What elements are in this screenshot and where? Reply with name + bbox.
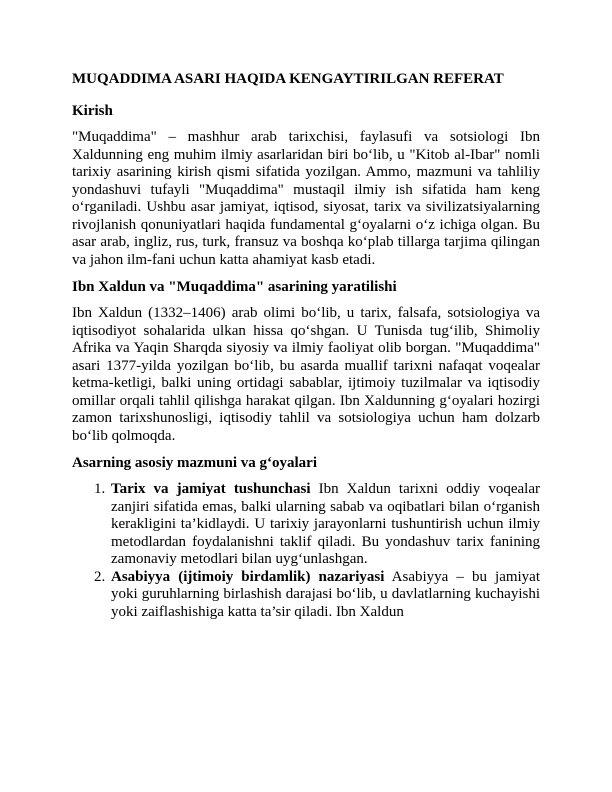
main-ideas-list: [72, 481, 540, 621]
section-paragraph-introduction: "Muqaddima" – mashhur arab tarixchisi, faylasufi va sotsiologi Ibn Xaldunning eng muhim ilmiy asarlaridan biri bo‘lib, u "Kitob al-Ibar" nomli tarixiy asarining kirish qismi sifatida yozilgan. Ammo, mazmuni va tahliliy yondashuvi tufayli "Muqaddima" mustaqil ilmiy ish sifatida ham keng o‘rganiladi. Ushbu asar jamiyat, iqtisod, siyosat, tarix va sivilizatsiyalarning rivojlanish qonuniyatlari haqida fundamental g‘oyalarni o‘z ichiga olgan. Bu asar arab, ingliz, rus, turk, fransuz va boshqa ko‘plab tillarga tarjima qilingan va jahon ilm-fani uchun katta ahamiyat kasb etadi.: [72, 129, 540, 268]
document-title: MUQADDIMA ASARI HAQIDA KENGAYTIRILGAN REFERAT: [72, 71, 504, 87]
section-heading-author-and-creation: Ibn Xaldun va "Muqaddima" asarining yaratilishi: [72, 279, 397, 295]
list-item: [109, 569, 540, 622]
section-paragraph-author-and-creation: Ibn Xaldun (1332–1406) arab olimi bo‘lib, u tarix, falsafa, sotsiologiya va iqtisodiyot sohalarida ulkan hissa qo‘shgan. U Tunisda tug‘ilib, Shimoliy Afrika va Yaqin Sharqda siyosiy va ilmiy faoliyat olib borgan. "Muqaddima" asari 1377-yilda yozilgan bo‘lib, bu asarda muallif tarixni nafaqat voqealar ketma-ketligi, balki uning ortidagi sabablar, ijtimoiy tuzilmalar va iqtisodiy omillar orqali tahlil qilishga harakat qilgan. Ibn Xaldunning g‘oyalari hozirgi zamon tarixshunosligi, iqtisodiy tahlil va sotsiologiya uchun ham dolzarb bo‘lib qolmoqda.: [72, 305, 540, 444]
list-item-text: Ibn Xaldun tarixni oddiy voqealar zanjiri sifatida emas, balki ularning sabab va oqibatlari bilan o‘rganish kerakligini ta’kidlaydi. U tarixiy jarayonlarni tushuntirish uchun ilmiy metodlardan foydalanishni taklif qiladi. Bu yondashuv tarix fanining zamonaviy metodlari bilan uyg‘unlashgan.: [111, 481, 540, 567]
list-item-term: Asabiyya (ijtimoiy birdamlik) nazariyasi: [111, 568, 385, 585]
section-heading-main-ideas: Asarning asosiy mazmuni va g‘oyalari: [72, 455, 318, 471]
list-item-text: Asabiyya – bu jamiyat yoki guruhlarning birlashish darajasi bo‘lib, u davlatlarning kuchayishi yoki zaiflashishiga katta ta’sir qiladi. Ibn Xaldun: [111, 568, 541, 620]
list-item: [109, 481, 540, 569]
section-heading-introduction: Kirish: [72, 103, 113, 119]
list-item-term: Tarix va jamiyat tushunchasi: [111, 481, 311, 497]
